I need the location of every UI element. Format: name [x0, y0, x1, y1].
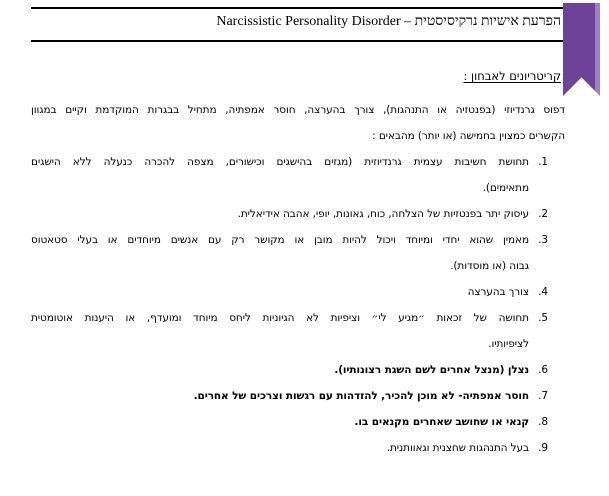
- section-heading: קריטריונים לאבחון :: [463, 69, 561, 83]
- criterion-item-7: [31, 383, 548, 409]
- criterion-text: חוסר אמפתיה- לא מוכן להכיר, להזדהות עם רגשות וצרכים של אחרים.: [193, 390, 529, 402]
- criterion-text: נצלן (מנצל אחרים לשם השגת רצונותיו).: [334, 364, 529, 376]
- criterion-item-4: [31, 279, 548, 305]
- criterion-number: 5.: [538, 312, 548, 324]
- bookmark-ribbon-icon: [563, 3, 600, 96]
- criterion-number: 6.: [538, 364, 548, 376]
- intro-paragraph: [31, 97, 565, 149]
- intro-line: הקשרים כמצוין בחמישה (או יותר) מהבאים :: [372, 130, 565, 142]
- criterion-text: מאמין שהוא יחדי ומיוחד ויכול להיות מובן או מקושר רק עם אנשים מיוחדים או בעלי סטאטוס גבוה (או מוסדות).: [31, 234, 529, 272]
- document-body: [31, 97, 565, 461]
- criterion-number: 2.: [538, 208, 548, 220]
- header-bottom-rule: [31, 40, 567, 42]
- criteria-list: [31, 149, 565, 461]
- header-top-rule: [31, 7, 567, 9]
- criterion-item-2: [31, 201, 548, 227]
- criterion-text: צורך בהערצה: [467, 286, 529, 298]
- criterion-item-9: [31, 435, 548, 461]
- criterion-number: 1.: [538, 156, 548, 168]
- criterion-number: 8.: [538, 416, 548, 428]
- criterion-item-1: [31, 149, 548, 201]
- criterion-item-5: [31, 305, 548, 357]
- criterion-number: 3.: [538, 234, 548, 246]
- criterion-number: 9.: [538, 442, 548, 454]
- criterion-text: קנאי או שחושב שאחרים מקנאים בו.: [354, 416, 529, 428]
- criterion-item-8: [31, 409, 548, 435]
- criterion-text: תחושת חשיבות עצמית גרנדיוזית (מגזים בהישגים וכישורים, מצפה להכרה כנעלה ללא הישגים מתאימים).: [31, 156, 529, 194]
- criterion-item-6: [31, 357, 548, 383]
- criterion-text: בעל התנהגות שחצנית וגאוותנית.: [386, 442, 529, 454]
- intro-line: דפוס גרנדיוזי (בפנטזיה או התנהגות), צורך בהערצה, חוסר אמפתיה, מתחיל בבגרות המוקדמת וקיים במגוון: [31, 104, 565, 116]
- criterion-number: 7.: [538, 390, 548, 402]
- criterion-item-3: [31, 227, 548, 279]
- criterion-text: עיסוק יתר בפנטזיות של הצלחה, כוח, גאונות, יופי, אהבה אידיאלית.: [237, 208, 529, 220]
- document-title: הפרעת אישיות נרקיסיסטית – Narcissistic Personality Disorder: [216, 14, 561, 29]
- criterion-number: 4.: [538, 286, 548, 298]
- criterion-text: תחושה של זכאות ״מגיע לי״ וציפיות לא הגיוניות ליחס מיוחד ומועדף, או היענות אוטומטית לציפיותיו.: [31, 312, 529, 350]
